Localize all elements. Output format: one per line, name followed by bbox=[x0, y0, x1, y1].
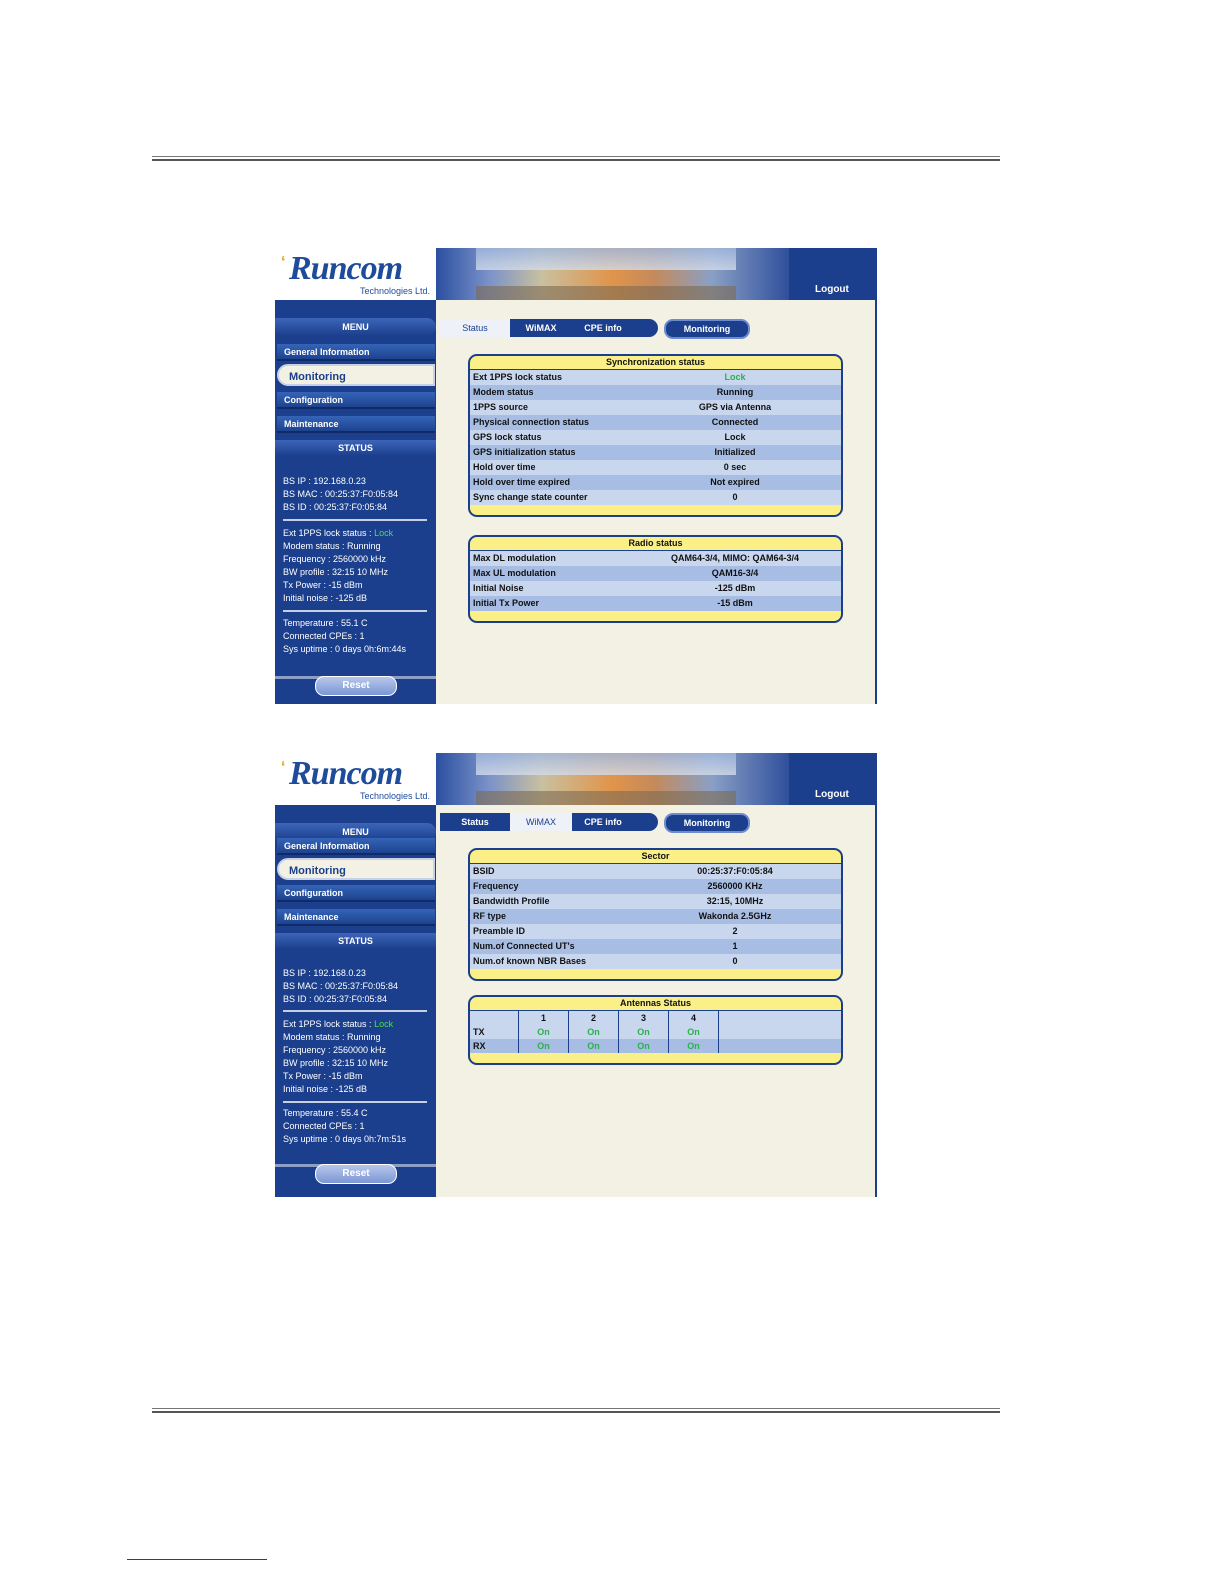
antenna-cell bbox=[719, 1025, 842, 1039]
table-row bbox=[470, 430, 841, 445]
logout-link[interactable]: Logout bbox=[815, 284, 849, 295]
row-value: 0 bbox=[732, 956, 738, 966]
bs-mac: BS MAC : 00:25:37:F0:05:84 bbox=[283, 981, 399, 991]
sys-uptime: Sys uptime : 0 days 0h:7m:51s bbox=[283, 1134, 407, 1144]
screenshot-status bbox=[275, 248, 877, 704]
reset-button[interactable]: Reset bbox=[315, 676, 397, 696]
table-row bbox=[470, 490, 841, 505]
bs-ip: BS IP : 192.168.0.23 bbox=[283, 476, 366, 486]
row-label: 1PPS source bbox=[473, 402, 529, 412]
logout-link[interactable]: Logout bbox=[815, 789, 849, 800]
row-label: Sync change state counter bbox=[473, 492, 588, 502]
antenna-cell: On bbox=[619, 1039, 669, 1053]
row-label: RF type bbox=[473, 911, 507, 921]
row-value: 0 bbox=[732, 492, 738, 502]
logo-subtitle: Technologies Ltd. bbox=[359, 791, 430, 801]
table-row bbox=[470, 460, 841, 475]
row-label: TX bbox=[470, 1025, 519, 1039]
row-label: Hold over time expired bbox=[473, 477, 571, 487]
row-value: Lock bbox=[724, 372, 746, 382]
bs-id: BS ID : 00:25:37:F0:05:84 bbox=[283, 502, 388, 512]
antenna-cell: On bbox=[669, 1025, 719, 1039]
antenna-cell: On bbox=[619, 1025, 669, 1039]
page-top-rule bbox=[152, 156, 1000, 161]
footer-link-underline bbox=[127, 1559, 267, 1560]
header-cell: 3 bbox=[619, 1011, 669, 1025]
sidebar-item-monitoring[interactable]: Monitoring bbox=[277, 858, 435, 880]
table-row bbox=[470, 551, 841, 566]
table-row bbox=[470, 1025, 841, 1039]
row-label: GPS lock status bbox=[473, 432, 542, 442]
logo-mark: ‘ bbox=[281, 254, 286, 271]
logo-name: Runcom bbox=[289, 755, 403, 792]
table-row bbox=[470, 566, 841, 581]
sidebar-item-general-information[interactable]: General Information bbox=[277, 344, 435, 361]
company-logo bbox=[275, 753, 436, 805]
antennas-table bbox=[470, 1011, 841, 1053]
modem-status: Modem status : Running bbox=[283, 1032, 381, 1042]
menu-header: MENU bbox=[275, 318, 436, 336]
sidebar bbox=[275, 823, 436, 1197]
table-row bbox=[470, 415, 841, 430]
row-label: Max DL modulation bbox=[473, 553, 556, 563]
bs-ip: BS IP : 192.168.0.23 bbox=[283, 968, 366, 978]
antenna-cell: On bbox=[519, 1025, 569, 1039]
row-label: Initial Tx Power bbox=[473, 598, 540, 608]
header-cell: 2 bbox=[569, 1011, 619, 1025]
sys-uptime: Sys uptime : 0 days 0h:6m:44s bbox=[283, 644, 407, 654]
tab-scroll-arrow[interactable] bbox=[634, 813, 658, 831]
header-cell: 4 bbox=[669, 1011, 719, 1025]
table-row bbox=[470, 475, 841, 490]
sync-status-panel bbox=[468, 354, 843, 517]
header-strip bbox=[275, 300, 436, 318]
tx-power: Tx Power : -15 dBm bbox=[283, 1071, 363, 1081]
logo-subtitle: Technologies Ltd. bbox=[359, 286, 430, 296]
antenna-cell bbox=[719, 1039, 842, 1053]
table-row bbox=[470, 864, 841, 879]
row-value: Initialized bbox=[714, 447, 756, 457]
antenna-cell: On bbox=[669, 1039, 719, 1053]
table-row bbox=[470, 370, 841, 385]
panel-title: Radio status bbox=[470, 537, 841, 551]
table-row bbox=[470, 400, 841, 415]
tab-cpe-info[interactable]: CPE info bbox=[572, 813, 634, 831]
row-value: Wakonda 2.5GHz bbox=[698, 911, 772, 921]
status-header: STATUS bbox=[275, 933, 436, 949]
row-value: Running bbox=[716, 387, 754, 397]
row-value: Not expired bbox=[710, 477, 760, 487]
table-header-row bbox=[470, 1011, 841, 1025]
modem-status: Modem status : Running bbox=[283, 541, 381, 551]
row-label: RX bbox=[470, 1039, 519, 1053]
table-row bbox=[470, 909, 841, 924]
row-value: GPS via Antenna bbox=[698, 402, 772, 412]
company-logo bbox=[275, 248, 436, 300]
row-label: Num.of known NBR Bases bbox=[473, 956, 587, 966]
screenshot-wimax bbox=[275, 753, 877, 1197]
row-value: 00:25:37:F0:05:84 bbox=[697, 866, 773, 876]
panel-title: Sector bbox=[470, 850, 841, 864]
tx-power: Tx Power : -15 dBm bbox=[283, 580, 363, 590]
page-bottom-rule bbox=[152, 1408, 1000, 1413]
row-label: Initial Noise bbox=[473, 583, 524, 593]
ext-lock-label: Ext 1PPS lock status : bbox=[283, 1019, 372, 1029]
status-divider bbox=[283, 1101, 427, 1103]
antennas-status-panel bbox=[468, 995, 843, 1065]
status-divider bbox=[283, 1010, 427, 1012]
header-strip bbox=[275, 805, 436, 823]
temperature: Temperature : 55.1 C bbox=[283, 618, 368, 628]
sidebar-item-configuration[interactable]: Configuration bbox=[277, 392, 435, 409]
radio-status-panel bbox=[468, 535, 843, 623]
row-value: 0 sec bbox=[723, 462, 747, 472]
status-divider bbox=[283, 610, 427, 612]
tab-wimax[interactable]: WiMAX bbox=[510, 319, 572, 337]
header-cell bbox=[470, 1011, 519, 1025]
table-row bbox=[470, 954, 841, 969]
reset-button[interactable]: Reset bbox=[315, 1164, 397, 1184]
ext-lock-status bbox=[283, 528, 393, 538]
header-cell bbox=[719, 1011, 842, 1025]
panel-title: Synchronization status bbox=[470, 356, 841, 370]
row-value: Lock bbox=[724, 432, 746, 442]
initial-noise: Initial noise : -125 dB bbox=[283, 1084, 368, 1094]
logo-name: Runcom bbox=[289, 250, 403, 287]
row-label: Physical connection status bbox=[473, 417, 590, 427]
tab-bar bbox=[438, 318, 818, 338]
table-row bbox=[470, 596, 841, 611]
bw-profile: BW profile : 32:15 10 MHz bbox=[283, 567, 389, 577]
tab-bar bbox=[438, 812, 818, 832]
tab-cpe-info[interactable]: CPE info bbox=[572, 319, 634, 337]
row-label: Num.of Connected UT's bbox=[473, 941, 575, 951]
bs-id: BS ID : 00:25:37:F0:05:84 bbox=[283, 994, 388, 1004]
tab-monitoring[interactable]: Monitoring bbox=[664, 813, 750, 833]
sidebar-item-maintenance[interactable]: Maintenance bbox=[277, 909, 435, 926]
table-row bbox=[470, 939, 841, 954]
sidebar bbox=[275, 318, 436, 704]
sidebar-item-maintenance[interactable]: Maintenance bbox=[277, 416, 435, 433]
panel-title: Antennas Status bbox=[470, 997, 841, 1011]
sidebar-item-monitoring[interactable]: Monitoring bbox=[277, 364, 435, 386]
status-divider bbox=[283, 519, 427, 521]
row-label: Bandwidth Profile bbox=[473, 896, 550, 906]
row-value: -125 dBm bbox=[714, 583, 756, 593]
tab-scroll-arrow[interactable] bbox=[634, 319, 658, 337]
row-label: Preamble ID bbox=[473, 926, 526, 936]
ext-lock-label: Ext 1PPS lock status : bbox=[283, 528, 372, 538]
header-banner-image bbox=[436, 248, 789, 300]
row-value: 32:15, 10MHz bbox=[706, 896, 764, 906]
tab-status[interactable]: Status bbox=[440, 319, 510, 337]
table-row bbox=[470, 924, 841, 939]
row-label: Modem status bbox=[473, 387, 534, 397]
row-label: Max UL modulation bbox=[473, 568, 556, 578]
row-label: Hold over time bbox=[473, 462, 536, 472]
row-value: Connected bbox=[711, 417, 759, 427]
tab-wimax[interactable]: WiMAX bbox=[510, 813, 572, 831]
table-row bbox=[470, 894, 841, 909]
ext-lock-value: Lock bbox=[374, 528, 394, 538]
row-label: BSID bbox=[473, 866, 495, 876]
ext-lock-value: Lock bbox=[374, 1019, 394, 1029]
connected-cpes: Connected CPEs : 1 bbox=[283, 631, 365, 641]
table-row bbox=[470, 445, 841, 460]
row-value: QAM64-3/4, MIMO: QAM64-3/4 bbox=[670, 553, 800, 563]
row-label: Frequency bbox=[473, 881, 519, 891]
antenna-cell: On bbox=[519, 1039, 569, 1053]
sector-panel bbox=[468, 848, 843, 981]
ext-lock-status bbox=[283, 1019, 393, 1029]
tab-status[interactable]: Status bbox=[440, 813, 510, 831]
row-value: 1 bbox=[732, 941, 738, 951]
sidebar-item-general-information[interactable]: General Information bbox=[277, 838, 435, 855]
table-row bbox=[470, 1039, 841, 1053]
sidebar-item-configuration[interactable]: Configuration bbox=[277, 885, 435, 902]
row-value: 2560000 KHz bbox=[707, 881, 763, 891]
initial-noise: Initial noise : -125 dB bbox=[283, 593, 368, 603]
row-value: -15 dBm bbox=[717, 598, 753, 608]
table-row bbox=[470, 581, 841, 596]
antenna-cell: On bbox=[569, 1039, 619, 1053]
antenna-cell: On bbox=[569, 1025, 619, 1039]
header-banner-image bbox=[436, 753, 789, 805]
logo-mark: ‘ bbox=[281, 759, 286, 776]
bs-mac: BS MAC : 00:25:37:F0:05:84 bbox=[283, 489, 399, 499]
frequency: Frequency : 2560000 kHz bbox=[283, 554, 387, 564]
frequency: Frequency : 2560000 kHz bbox=[283, 1045, 387, 1055]
header-cell: 1 bbox=[519, 1011, 569, 1025]
table-row bbox=[470, 385, 841, 400]
row-label: GPS initialization status bbox=[473, 447, 576, 457]
table-row bbox=[470, 879, 841, 894]
bw-profile: BW profile : 32:15 10 MHz bbox=[283, 1058, 389, 1068]
menu-header: MENU bbox=[275, 823, 436, 841]
row-value: 2 bbox=[732, 926, 738, 936]
connected-cpes: Connected CPEs : 1 bbox=[283, 1121, 365, 1131]
status-header: STATUS bbox=[275, 440, 436, 456]
row-value: QAM16-3/4 bbox=[711, 568, 759, 578]
temperature: Temperature : 55.4 C bbox=[283, 1108, 368, 1118]
row-label: Ext 1PPS lock status bbox=[473, 372, 563, 382]
tab-monitoring[interactable]: Monitoring bbox=[664, 319, 750, 339]
